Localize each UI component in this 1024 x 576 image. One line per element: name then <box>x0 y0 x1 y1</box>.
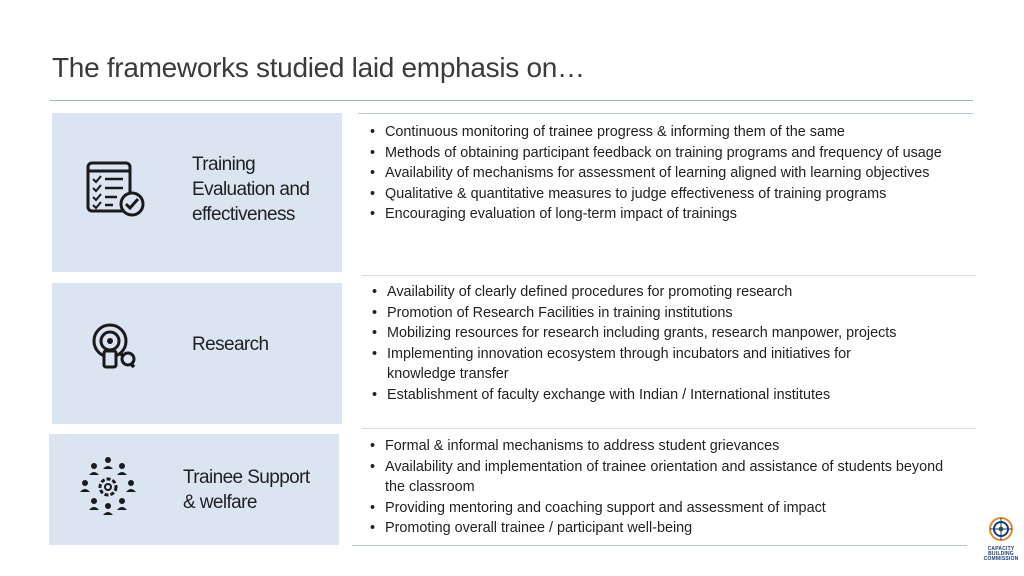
slide-title: The frameworks studied laid emphasis on… <box>52 52 585 83</box>
logo-emblem-icon <box>980 516 1022 542</box>
people-gear-icon <box>77 456 139 523</box>
trainee-support-card <box>49 434 339 545</box>
list-item: • Availability and implementation of trainee orientation and assistance of students beyond the classroom <box>370 457 960 498</box>
section-divider <box>362 275 976 276</box>
list-item: • Implementing innovation ecosystem through incubators and initiatives for knowledge transfer <box>372 344 907 385</box>
section-divider <box>362 428 976 429</box>
target-search-icon <box>90 321 142 378</box>
section-divider <box>358 113 973 114</box>
title-divider <box>50 100 973 101</box>
training-evaluation-card <box>52 113 342 272</box>
list-item: • Encouraging evaluation of long-term impact of trainings <box>370 204 1015 225</box>
logo-text: CAPACITY BUILDING COMMISSION <box>983 546 1019 562</box>
training-evaluation-bullets <box>370 122 1015 225</box>
list-item: • Promotion of Research Facilities in training institutions <box>372 303 972 324</box>
list-item: • Continuous monitoring of trainee progress & informing them of the same <box>370 122 1015 143</box>
list-item: • Qualitative & quantitative measures to judge effectiveness of training programs <box>370 184 1015 205</box>
list-item: • Mobilizing resources for research including grants, research manpower, projects <box>372 323 972 344</box>
training-evaluation-label: Training Evaluation and effectiveness <box>192 154 310 225</box>
section-divider <box>352 545 967 546</box>
list-item: • Providing mentoring and coaching support and assessment of impact <box>370 498 960 519</box>
list-item: • Formal & informal mechanisms to address student grievances <box>370 436 960 457</box>
checklist-icon <box>85 157 147 224</box>
research-bullets <box>372 282 972 405</box>
trainee-support-bullets <box>370 436 960 539</box>
trainee-support-label: Trainee Support & welfare <box>183 467 310 513</box>
list-item: • Availability of clearly defined procedures for promoting research <box>372 282 972 303</box>
research-card <box>52 283 342 424</box>
capacity-building-commission-logo <box>980 516 1022 562</box>
research-label: Research <box>192 334 269 355</box>
list-item: • Methods of obtaining participant feedback on training programs and frequency of usage <box>370 143 1015 164</box>
list-item: • Promoting overall trainee / participant well-being <box>370 518 960 539</box>
list-item: • Establishment of faculty exchange with Indian / International institutes <box>372 385 972 406</box>
list-item: • Availability of mechanisms for assessment of learning aligned with learning objectives <box>370 163 1015 184</box>
